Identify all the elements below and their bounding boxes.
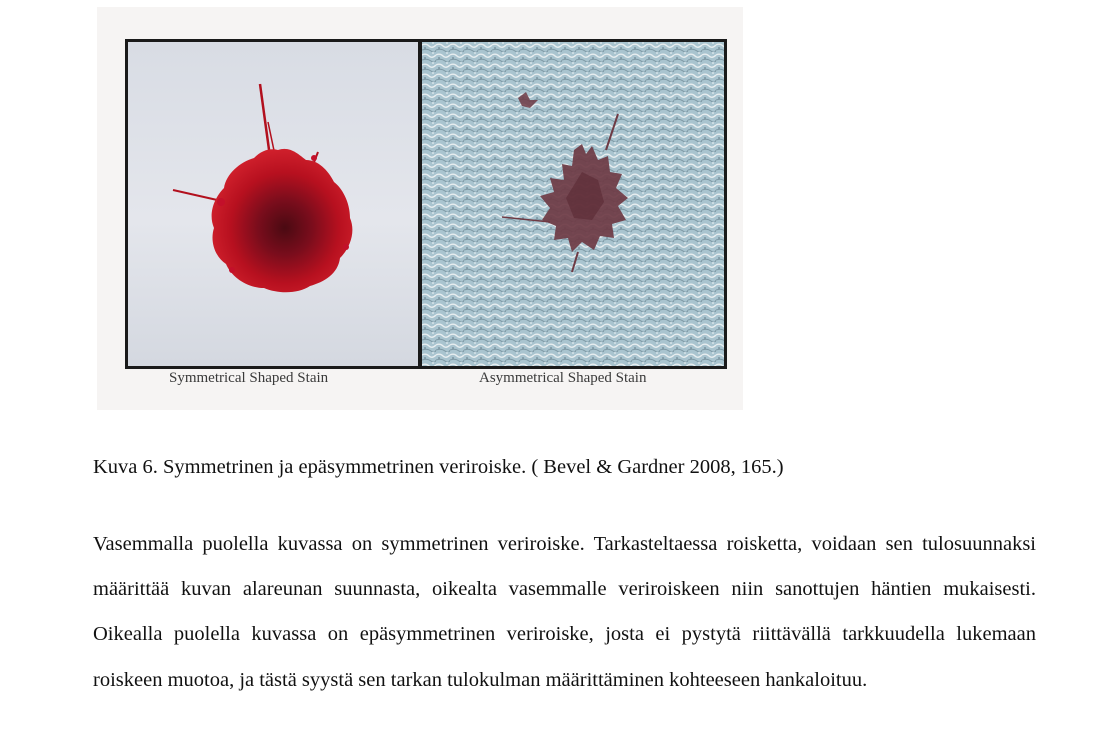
figure-caption: Kuva 6. Symmetrinen ja epäsymmetrinen veriroiske. ( Bevel & Gardner 2008, 165.) bbox=[93, 456, 784, 478]
symmetrical-stain-photo bbox=[125, 39, 421, 369]
asymmetrical-stain-image bbox=[422, 42, 724, 366]
symmetrical-stain-label: Symmetrical Shaped Stain bbox=[169, 370, 329, 386]
symmetrical-stain-image bbox=[128, 42, 418, 366]
asymmetrical-stain-photo bbox=[419, 39, 727, 369]
figure-bloodstain-comparison bbox=[97, 7, 743, 410]
body-paragraph: Vasemmalla puolella kuvassa on symmetrinen veriroiske. Tarkasteltaessa roisketta, voidaan sen tulosuunnaksi määrittää kuvan alareunan suunnasta, oikealta vasemmalle veriroiskeen niin sanottujen häntien mukaisesti. Oikealla puolella kuvassa on epäsymmetrinen veriroiske, josta ei pystytä riittävällä tarkkuudella lukemaan roiskeen muotoa, ja tästä syystä sen tarkan tulokulman määrittäminen kohteeseen hankaloituu. bbox=[93, 533, 1036, 691]
asymmetrical-stain-label: Asymmetrical Shaped Stain bbox=[479, 370, 647, 386]
